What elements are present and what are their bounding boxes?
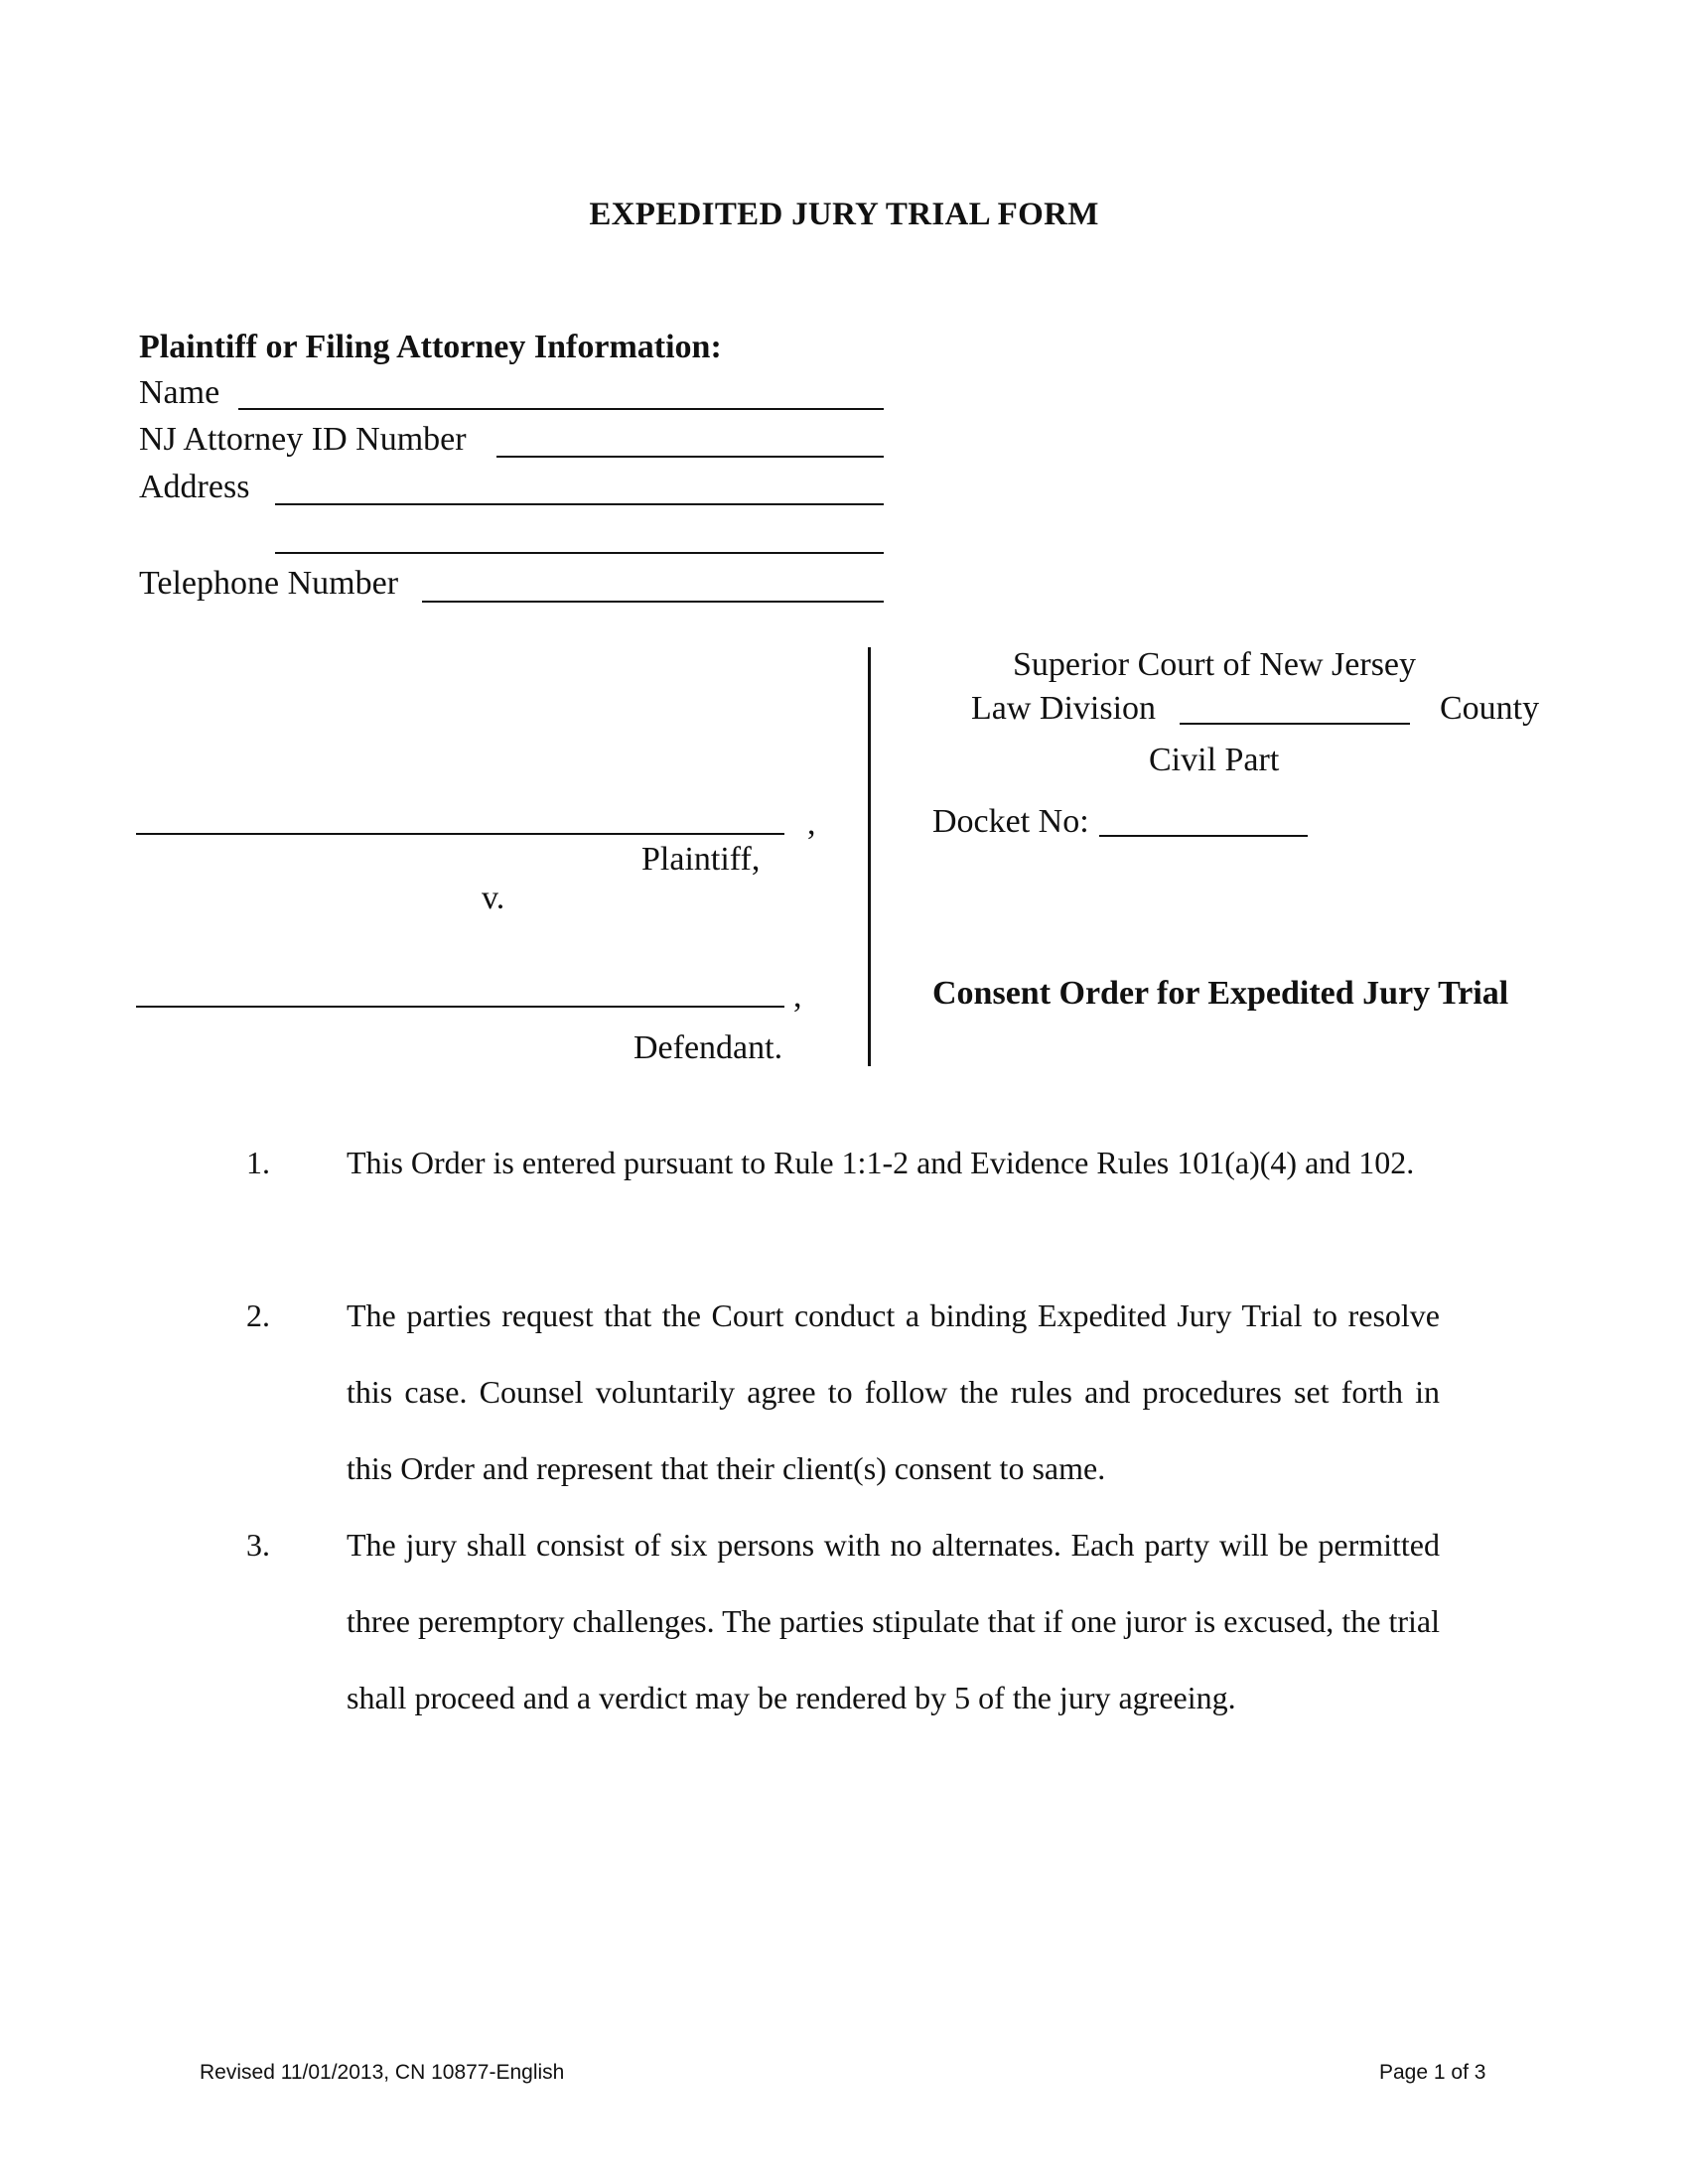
plaintiff-name-line[interactable] <box>136 833 784 835</box>
paragraph-3-text: The jury shall consist of six persons with no alternates. Each party will be permitted three peremptory challenges. The parties stipulate that if one juror is excused, the trial shall proceed and a verdict may be rendered by 5 of the jury agreeing. <box>347 1527 1440 1715</box>
name-field-line[interactable] <box>238 408 884 410</box>
defendant-name-line[interactable] <box>136 1006 784 1008</box>
defendant-label: Defendant. <box>633 1029 783 1066</box>
plaintiff-comma: , <box>807 805 816 842</box>
county-label: County <box>1440 690 1540 727</box>
caption-divider <box>868 647 871 1066</box>
revision-footer: Revised 11/01/2013, CN 10877-English <box>200 2061 565 2084</box>
plaintiff-label: Plaintiff, <box>641 841 761 878</box>
page-number-footer: Page 1 of 3 <box>1379 2061 1486 2084</box>
name-label: Name <box>139 374 220 411</box>
telephone-label: Telephone Number <box>139 565 399 602</box>
court-name: Superior Court of New Jersey <box>1013 646 1417 683</box>
paragraph-2-number: 2. <box>246 1297 270 1333</box>
paragraph-2-text: The parties request that the Court conduct a binding Expedited Jury Trial to resolve this case. Counsel voluntarily agree to follow the rules and procedures set forth in this Order and represent that their client(s) consent to same. <box>347 1297 1440 1486</box>
address-label: Address <box>139 469 250 505</box>
county-field-line[interactable] <box>1180 723 1410 725</box>
division-label: Law Division <box>971 690 1157 727</box>
attorney-id-label: NJ Attorney ID Number <box>139 421 467 458</box>
telephone-field-line[interactable] <box>422 601 884 603</box>
attorney-info-heading: Plaintiff or Filing Attorney Information: <box>139 329 722 365</box>
docket-label: Docket No: <box>932 803 1089 840</box>
civil-part-label: Civil Part <box>1149 742 1280 778</box>
address-field-line-2[interactable] <box>275 552 884 554</box>
paragraph-1-text: This Order is entered pursuant to Rule 1:1-2 and Evidence Rules 101(a)(4) and 102. <box>347 1145 1415 1180</box>
paragraph-1-number: 1. <box>246 1145 270 1180</box>
form-title: EXPEDITED JURY TRIAL FORM <box>589 197 1099 232</box>
order-title: Consent Order for Expedited Jury Trial <box>932 975 1509 1012</box>
docket-field-line[interactable] <box>1099 835 1308 837</box>
defendant-comma: , <box>793 978 802 1015</box>
versus-label: v. <box>482 880 505 916</box>
attorney-id-field-line[interactable] <box>496 456 884 458</box>
address-field-line-1[interactable] <box>275 503 884 505</box>
paragraph-3-number: 3. <box>246 1527 270 1563</box>
